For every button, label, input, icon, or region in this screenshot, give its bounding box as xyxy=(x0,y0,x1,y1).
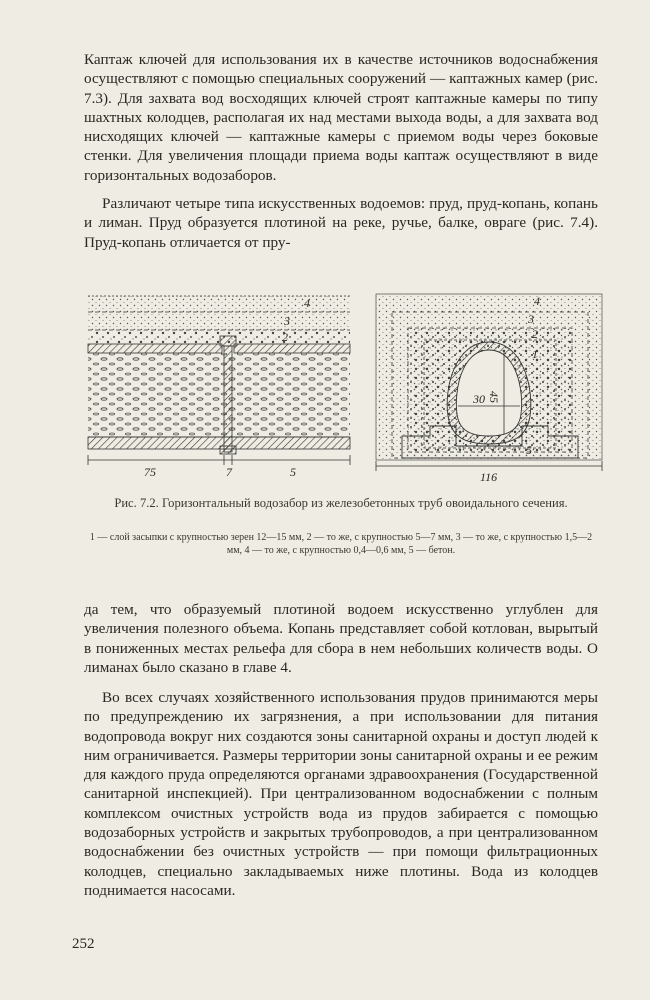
label-layer-4: 4 xyxy=(304,296,310,310)
layer-3-fill xyxy=(88,312,350,330)
figure-7-2 xyxy=(84,286,606,486)
horizontal-intake-drawing xyxy=(84,286,606,486)
pipe-joint-bottom xyxy=(220,446,236,454)
pipe-top-wall-left xyxy=(88,344,222,353)
figure-legend: 1 — слой засыпки с крупностью зерен 12—15 мм, 2 — то же, с крупностью 5—7 мм, 3 — то же, с крупностью 1,5—2 мм, 4 — то же, с крупностью 0,4—0,6 мм, 5 — бетон. xyxy=(89,532,593,556)
cross-section xyxy=(376,294,602,484)
paragraph-captage: Каптаж ключей для использования их в качестве источников водоснабжения осуществляют с помощью специальных сооружений — каптажных камер (рис. 7.3). Для захвата вод восходящих ключей строят каптажные камеры по типу шахтных колодцев, располагая их над местами выхода воды, а для захвата вод нисходящих ключей — каптажные камеры с приемом воды через боковые стенки. Для увеличения площади приема воды каптаж осуществляют в виде горизонтальных водозаборов. xyxy=(84,51,598,184)
paragraph-dug-pond: да тем, что образуемый плотиной водоем искусственно углублен для увеличения полезного объема. Копань представляет собой котлован, вырытый в пониженных местах рельефа для сбора в нем небольших количеств воды. О лиманах было сказано в главе 4. xyxy=(84,601,598,676)
label-layer-2: 2 xyxy=(532,327,538,341)
dimension-7: 7 xyxy=(226,465,232,479)
paragraph-pond-protection: Во всех случаях хозяйственного использования прудов принимаются меры по предупреждению их загрязнения, а при использовании для питания водопровода вокруг них создаются зоны санитарной охраны и доступ людей к ним ограничивается. Размеры территории зоны санитарной охраны и ее режим для каждого пруда определяются органами здравоохранения (Государственной санитарной инспекцией). При централизованном водоснабжении с полным комплексом очистных устройств вода из прудов забирается с помощью водозаборных устройств и закрытых трубопроводов, а при централизованном водоснабжении без очистных устройств — при помощи фильтрационных колодцев, специально закладываемых ниже плотины. Вода из колодцев поднимается насосами. xyxy=(84,689,598,899)
dimension-30: 30 xyxy=(473,392,485,406)
label-concrete-5: 5 xyxy=(526,443,532,457)
dimension-45: 45 xyxy=(487,391,501,403)
label-layer-4: 4 xyxy=(534,294,540,308)
pipe-top-wall-right xyxy=(234,344,350,353)
dimension-75: 75 xyxy=(144,465,156,479)
label-layer-3: 3 xyxy=(528,312,534,326)
layer-4-fill xyxy=(88,296,350,312)
figure-caption: Рис. 7.2. Горизонтальный водозабор из железобетонных труб овоидального сечения. xyxy=(114,496,568,510)
pipe-interior xyxy=(88,353,350,437)
pipe-joint xyxy=(224,346,232,452)
label-layer-1: 1 xyxy=(532,347,538,361)
dimension-5: 5 xyxy=(290,465,296,479)
paragraph-reservoir-types: Различают четыре типа искусственных водоемов: пруд, пруд-копань, копань и лиман. Пруд образуется плотиной на реке, ручье, балке, овраге (рис. 7.4). Пруд-копань отличается от пру- xyxy=(84,195,598,251)
label-layer-3: 3 xyxy=(284,314,290,328)
longitudinal-section xyxy=(88,296,350,479)
dimension-116: 116 xyxy=(480,470,498,484)
layer-2-fill xyxy=(88,330,350,344)
pipe-bottom-wall xyxy=(88,437,350,449)
pipe-joint-top xyxy=(220,336,236,346)
page-number: 252 xyxy=(72,936,95,952)
label-layer-2: 2 xyxy=(282,330,288,344)
